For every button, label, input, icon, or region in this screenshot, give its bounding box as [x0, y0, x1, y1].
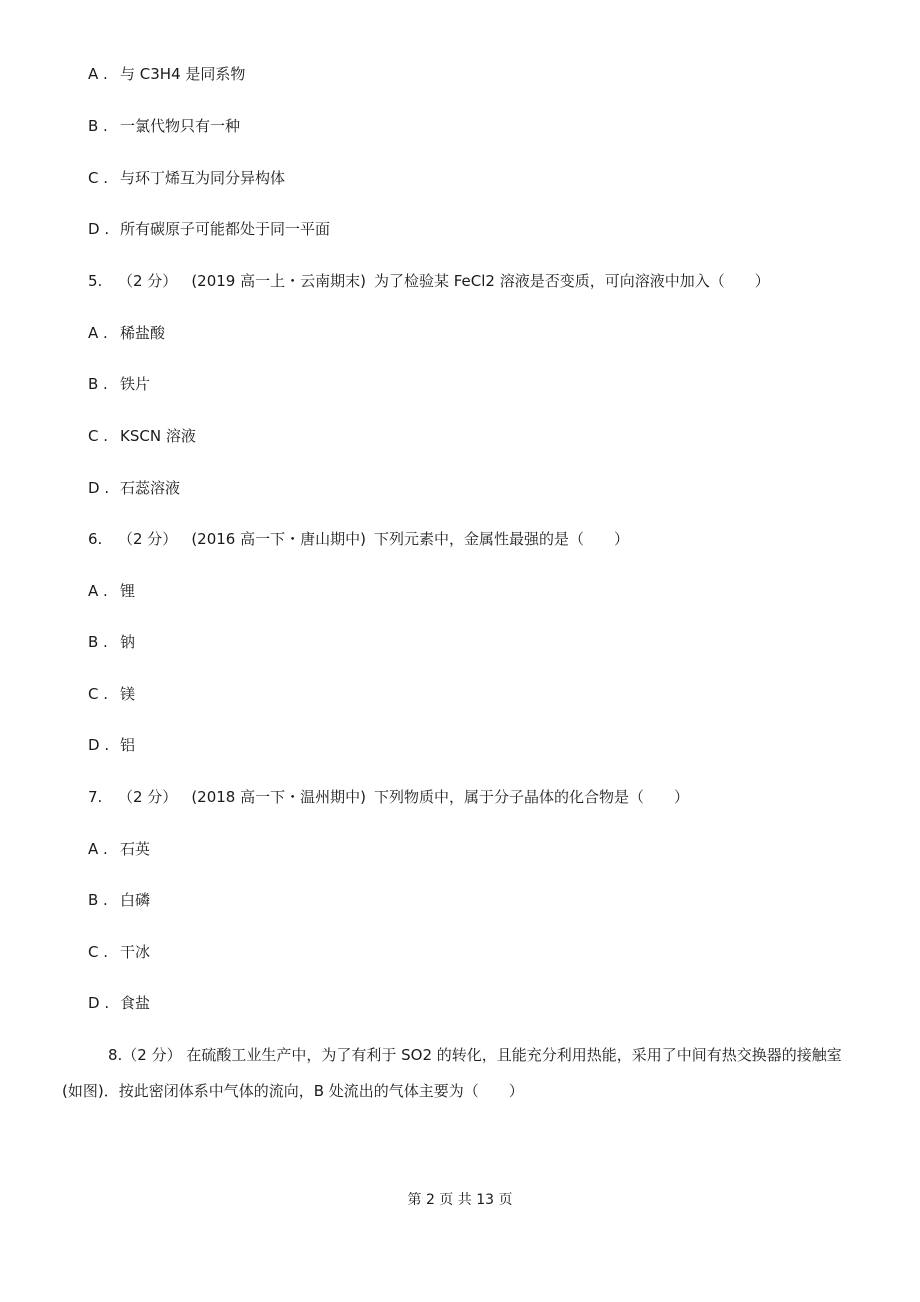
option-text: 钠 [120, 633, 136, 651]
question-number: 5. [88, 272, 103, 290]
page-footer: 第 2 页 共 13 页 [407, 1192, 513, 1208]
q7-stem [88, 787, 689, 807]
option-letter: C . [88, 169, 109, 187]
question-text: 下列元素中，金属性最强的是（ ） [373, 530, 629, 548]
option-text: 一氯代物只有一种 [120, 117, 241, 135]
q4-option-d [88, 219, 330, 239]
q7-option-d [88, 993, 150, 1013]
question-number: 6. [88, 530, 103, 548]
q6-option-b [88, 632, 135, 652]
option-letter: A . [88, 324, 108, 342]
option-letter: B . [88, 633, 108, 651]
q6-option-d [88, 735, 135, 755]
q7-option-b [88, 890, 150, 910]
q6-stem [88, 529, 629, 549]
option-letter: D . [88, 736, 110, 754]
q5-option-a [88, 323, 165, 343]
option-letter: D . [88, 479, 110, 497]
option-text: 所有碳原子可能都处于同一平面 [120, 220, 331, 238]
q5-option-d [88, 478, 180, 498]
q8-stem-line2: (如图)．按此密闭体系中气体的流向，B 处流出的气体主要为（ ） [62, 1082, 524, 1100]
option-letter: D . [88, 220, 110, 238]
option-letter: A . [88, 582, 108, 600]
question-source: (2016 高一下・唐山期中) [191, 530, 366, 548]
option-letter: D . [88, 994, 110, 1012]
question-number: 7. [88, 788, 103, 806]
option-letter: C . [88, 427, 109, 445]
option-text: 干冰 [120, 943, 151, 961]
option-letter: A . [88, 65, 108, 83]
question-source: (2018 高一下・温州期中) [191, 788, 366, 806]
option-text: 镁 [120, 685, 136, 703]
option-text: 食盐 [120, 994, 151, 1012]
option-letter: C . [88, 943, 109, 961]
option-letter: B . [88, 117, 108, 135]
question-text: 为了检验某 FeCl2 溶液是否变质，可向溶液中加入（ ） [373, 272, 770, 290]
q6-option-c [88, 684, 135, 704]
question-source: (2019 高一上・云南期末) [191, 272, 366, 290]
q4-option-c [88, 168, 285, 188]
q7-option-a [88, 839, 150, 859]
option-text: 与 C3H4 是同系物 [120, 65, 246, 83]
option-letter: B . [88, 375, 108, 393]
option-text: 白磷 [120, 891, 151, 909]
q5-option-b [88, 374, 150, 394]
option-letter: C . [88, 685, 109, 703]
question-score: （2 分） [118, 530, 178, 548]
option-text: 铁片 [120, 375, 151, 393]
question-text: 下列物质中，属于分子晶体的化合物是（ ） [373, 788, 689, 806]
question-score: （2 分） [118, 788, 178, 806]
q4-option-b [88, 116, 240, 136]
option-text: 稀盐酸 [120, 324, 166, 342]
question-score: （2 分） [118, 272, 178, 290]
option-letter: A . [88, 840, 108, 858]
option-letter: B . [88, 891, 108, 909]
option-text: 锂 [120, 582, 136, 600]
q7-option-c [88, 942, 150, 962]
q4-option-a [88, 64, 245, 84]
q6-option-a [88, 581, 135, 601]
option-text: 铝 [120, 736, 136, 754]
option-text: 石蕊溶液 [120, 479, 181, 497]
option-text: 与环丁烯互为同分异构体 [120, 169, 286, 187]
option-text: 石英 [120, 840, 151, 858]
q5-stem [88, 271, 770, 291]
q8-stem-line1: 8.（2 分） 在硫酸工业生产中，为了有利于 SO2 的转化，且能充分利用热能，采用了中间有热交换器的接触室 [108, 1046, 842, 1064]
q5-option-c [88, 426, 196, 446]
option-text: KSCN 溶液 [120, 427, 196, 445]
